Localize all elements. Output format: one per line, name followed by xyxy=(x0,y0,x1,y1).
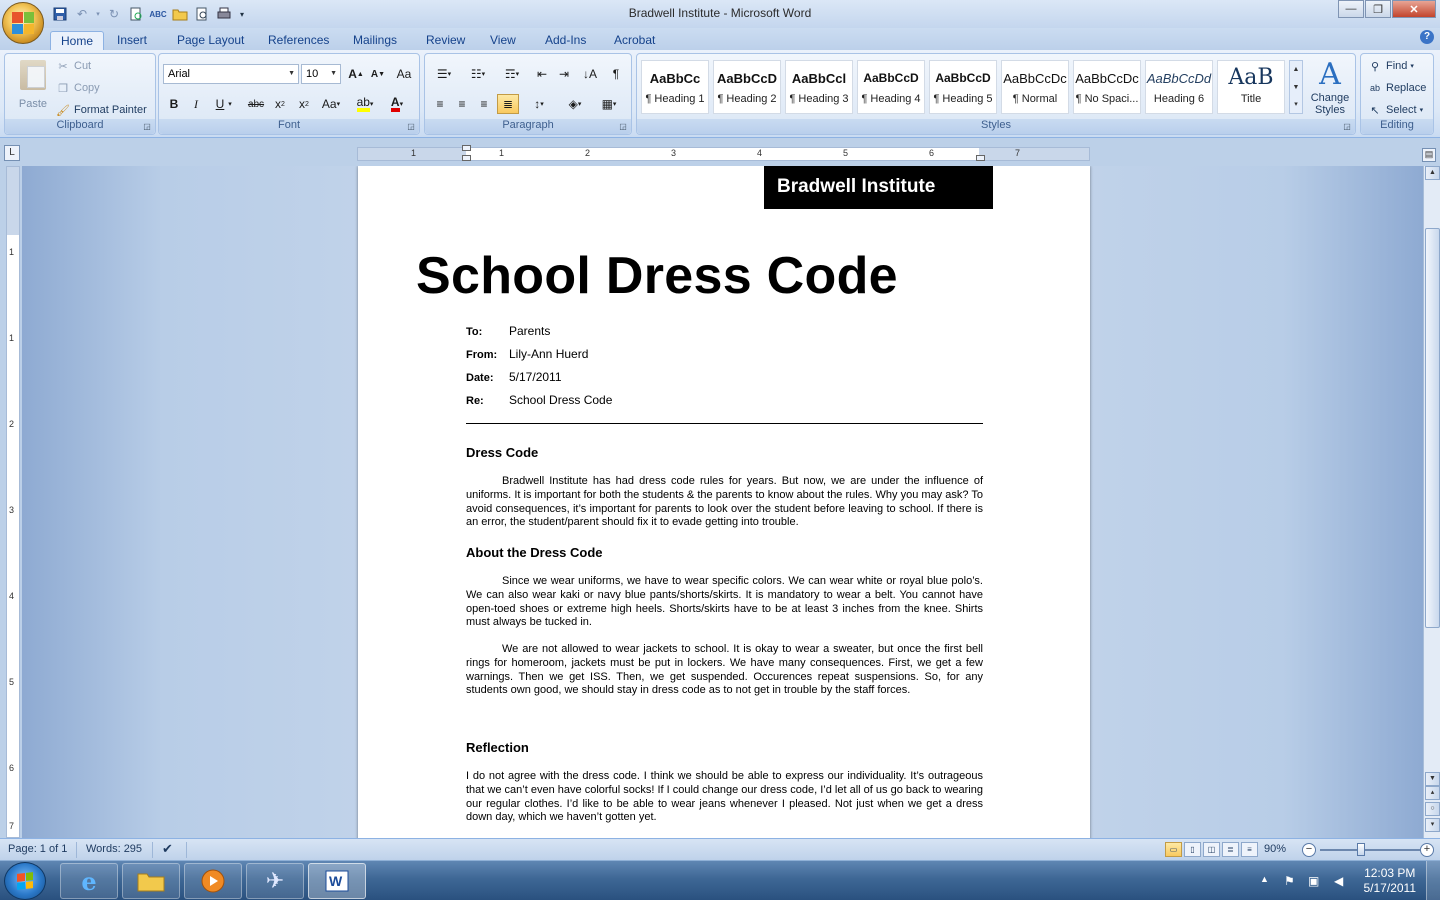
copy-label: Copy xyxy=(74,82,100,94)
tab-references[interactable]: References xyxy=(268,33,330,47)
underline-icon[interactable]: U xyxy=(215,97,225,111)
document-area xyxy=(22,166,1423,838)
zoom-in-icon[interactable]: + xyxy=(1420,843,1434,857)
numbering-icon[interactable]: ☷ ▾ xyxy=(470,67,486,81)
style-sample: AaBbCcD xyxy=(863,71,919,85)
paste-icon xyxy=(20,60,46,90)
editing-group-label: Editing xyxy=(1361,119,1433,134)
media-player-taskbar-icon[interactable] xyxy=(184,863,242,899)
style-sample: AaB xyxy=(1228,65,1274,90)
show-desktop-button[interactable] xyxy=(1426,861,1440,900)
title-bar xyxy=(0,0,1440,28)
tab-stop-selector-icon[interactable]: L xyxy=(4,145,20,161)
gallery-more-icon[interactable]: ▾ xyxy=(1294,101,1298,108)
tab-insert[interactable]: Insert xyxy=(117,33,148,47)
grow-font-icon[interactable]: A ▲ xyxy=(348,67,364,81)
style-title[interactable] xyxy=(1217,60,1285,114)
change-styles-button[interactable] xyxy=(1307,58,1353,120)
style-sample: AaBbCcl xyxy=(791,71,847,86)
ruler-number: 4 xyxy=(9,591,15,601)
draft-view-icon[interactable]: ≡ xyxy=(1241,842,1258,857)
cut-button[interactable] xyxy=(55,57,91,75)
ruler-row xyxy=(0,138,1440,166)
underline-dropdown-icon[interactable]: ▾ xyxy=(228,101,232,108)
memo-value: School Dress Code xyxy=(509,393,613,407)
zoom-slider-thumb[interactable] xyxy=(1357,843,1365,856)
redo-icon[interactable]: ↻ xyxy=(108,7,120,21)
proofing-check-icon[interactable]: ✔ xyxy=(162,841,173,856)
style-heading-6[interactable] xyxy=(1145,60,1213,114)
bold-icon[interactable]: B xyxy=(169,97,179,111)
undo-dropdown-icon[interactable]: ▾ xyxy=(96,11,100,18)
ruler-number: 4 xyxy=(757,148,763,158)
style-name: Title xyxy=(1240,93,1262,105)
find-button[interactable]: ⚲ Find ▾ xyxy=(1367,57,1414,75)
volume-icon[interactable]: ◀ xyxy=(1334,874,1344,888)
change-styles-icon: A xyxy=(1319,57,1341,92)
clipboard-launcher-icon[interactable]: ◲ xyxy=(143,122,151,131)
paragraph-launcher-icon[interactable]: ◲ xyxy=(619,122,627,131)
shrink-font-icon[interactable]: A ▼ xyxy=(370,68,386,80)
minimize-icon[interactable]: — xyxy=(1338,0,1364,18)
browse-object-icon[interactable]: ○ xyxy=(1425,802,1440,816)
ruler-number: 1 xyxy=(9,247,15,257)
memo-label: From: xyxy=(466,349,498,361)
paragraph: I do not agree with the dress code. I think we should be able to express our individuality. It’s outrageous that we can’t even have colorful socks! If I could change our dress code, I’d let all of us go back to wearing our regular clothes. I’d like to be able to wear jeans whenever I pleased. Not just when we get a dress down day, which we haven’t gotten yet. xyxy=(466,770,983,824)
clipboard-group-label: Clipboard xyxy=(5,119,155,134)
style-heading-5[interactable] xyxy=(929,60,997,114)
file-explorer-taskbar-icon[interactable] xyxy=(122,863,180,899)
system-clock[interactable] xyxy=(1364,866,1417,896)
cut-label: Cut xyxy=(74,60,92,72)
font-size-value: 10 xyxy=(306,68,319,80)
taskbar xyxy=(0,860,1440,900)
style-sample: AaBbCcD xyxy=(935,71,991,85)
ruler-number: 5 xyxy=(843,148,849,158)
styles-launcher-icon[interactable]: ◲ xyxy=(1343,122,1351,131)
vertical-scrollbar[interactable] xyxy=(1423,166,1440,838)
document-title: School Dress Code xyxy=(416,247,898,305)
undo-icon[interactable]: ↶ xyxy=(76,7,88,21)
cursor-arrow-icon: ↖ xyxy=(1370,104,1380,117)
spelling-check-icon[interactable]: ABC xyxy=(149,9,167,19)
show-hidden-icons-icon[interactable]: ▲ xyxy=(1260,874,1269,884)
status-bar xyxy=(0,838,1440,860)
paragraph: Since we wear uniforms, we have to wear specific colors. We can wear white or royal blue polo’s. We can also wear kaki or navy blue pants/shorts/skirts. It is mandatory to wear a belt. You cannot have open-toed shoes or extreme high heels. Shorts/skirts have to be at least 3 inches from the knee. Shirts must always be tucked in. xyxy=(466,575,983,629)
zoom-slider[interactable] xyxy=(1320,849,1420,851)
right-indent-marker[interactable] xyxy=(976,155,985,161)
align-center-icon[interactable]: ≡ xyxy=(458,97,466,111)
memo-from-row xyxy=(466,347,588,361)
full-screen-reading-icon[interactable]: ▯ xyxy=(1184,842,1201,857)
memo-value: Lily-Ann Huerd xyxy=(509,347,589,361)
scissors-icon: ✂ xyxy=(58,60,68,73)
ruler-number: 1 xyxy=(499,148,505,158)
styles-group-label: Styles xyxy=(637,119,1355,134)
tab-view[interactable]: View xyxy=(490,33,516,47)
memo-value: Parents xyxy=(509,324,551,338)
ruler-number: 5 xyxy=(9,677,15,687)
copy-button[interactable] xyxy=(55,79,100,97)
paste-button[interactable] xyxy=(13,58,53,116)
style-no-spacing[interactable] xyxy=(1073,60,1141,114)
document-page[interactable] xyxy=(358,166,1090,838)
strikethrough-icon[interactable]: abc xyxy=(247,98,265,110)
highlight-icon[interactable]: ab ▾ xyxy=(351,94,379,114)
scroll-thumb[interactable] xyxy=(1425,228,1440,628)
horizontal-divider xyxy=(466,423,983,424)
memo-value: 5/17/2011 xyxy=(509,370,562,384)
ruler-number: 2 xyxy=(585,148,591,158)
scroll-up-icon[interactable]: ▲ xyxy=(1425,166,1440,180)
windows-logo-icon xyxy=(17,872,33,890)
style-sample: AaBbCcDc xyxy=(1075,71,1139,86)
start-button[interactable] xyxy=(4,862,46,900)
clear-formatting-icon[interactable]: Aa xyxy=(396,67,412,81)
institute-banner: Bradwell Institute xyxy=(764,166,993,209)
right-margin-area xyxy=(979,148,1089,160)
editing-group xyxy=(1360,53,1434,135)
style-name: Heading 6 xyxy=(1153,93,1205,105)
style-name: ¶ No Spaci... xyxy=(1075,93,1139,105)
binoculars-icon: ⚲ xyxy=(1370,60,1380,73)
next-page-icon[interactable]: ▾ xyxy=(1425,818,1440,832)
top-margin-area xyxy=(7,167,19,235)
memo-label: To: xyxy=(466,326,483,338)
justify-icon[interactable]: ≣ xyxy=(497,94,519,114)
style-heading-4[interactable] xyxy=(857,60,925,114)
replace-label: Replace xyxy=(1386,82,1427,94)
replace-button[interactable] xyxy=(1367,79,1426,97)
internet-explorer-taskbar-icon[interactable]: e xyxy=(60,863,118,899)
help-icon[interactable]: ? xyxy=(1420,30,1434,44)
section-heading: Dress Code xyxy=(466,445,539,460)
tab-mailings[interactable]: Mailings xyxy=(353,33,398,47)
ruler-number: 7 xyxy=(9,821,15,831)
align-right-icon[interactable]: ≡ xyxy=(480,97,488,111)
clock-date: 5/17/2011 xyxy=(1363,881,1416,895)
select-button[interactable]: ↖ Select ▾ xyxy=(1367,101,1423,119)
format-painter-button[interactable] xyxy=(55,101,147,119)
status-separator xyxy=(76,842,77,858)
borders-icon[interactable]: ▦ ▾ xyxy=(601,97,617,111)
tab-home[interactable]: Home xyxy=(50,31,104,50)
subscript-icon[interactable]: x 2 xyxy=(275,97,285,111)
style-heading-3[interactable] xyxy=(785,60,853,114)
style-heading-2[interactable] xyxy=(713,60,781,114)
styles-group xyxy=(636,53,1356,135)
chevron-down-icon: ▼ xyxy=(288,70,295,77)
tab-review[interactable]: Review xyxy=(426,33,466,47)
ruler-number: 1 xyxy=(9,333,15,343)
clipboard-group xyxy=(4,53,156,135)
memo-label: Re: xyxy=(466,395,484,407)
select-label: Select xyxy=(1386,104,1417,116)
ruler-number: 6 xyxy=(929,148,935,158)
tab-page-layout[interactable]: Page Layout xyxy=(177,33,245,47)
superscript-icon[interactable]: x 2 xyxy=(299,97,309,111)
view-ruler-icon[interactable]: ▤ xyxy=(1422,148,1436,162)
action-center-flag-icon[interactable]: ⚑ xyxy=(1284,874,1295,888)
gallery-up-icon[interactable]: ▲ xyxy=(1292,66,1300,73)
ruler-number: 2 xyxy=(9,419,15,429)
style-name: ¶ Heading 5 xyxy=(933,93,993,105)
status-separator xyxy=(186,842,187,858)
left-indent-marker[interactable] xyxy=(462,155,471,161)
word-taskbar-icon[interactable] xyxy=(308,863,366,899)
format-painter-label: Format Painter xyxy=(74,104,147,116)
style-name: ¶ Normal xyxy=(1012,93,1058,105)
sort-icon[interactable]: ↓A xyxy=(582,67,597,81)
scroll-down-icon[interactable]: ▼ xyxy=(1425,772,1440,786)
style-normal[interactable] xyxy=(1001,60,1069,114)
style-name: ¶ Heading 4 xyxy=(861,93,921,105)
clock-time: 12:03 PM xyxy=(1364,866,1416,880)
italic-icon[interactable]: I xyxy=(194,96,198,111)
copy-icon: ❐ xyxy=(58,82,68,95)
memo-date-row xyxy=(466,370,562,384)
increase-indent-icon[interactable]: ⇥ xyxy=(558,67,570,81)
paragraph: Bradwell Institute has had dress code rules for years. But now, we are under the influence of uniforms. It is important for both the students & the parents to know about the rules. Why you may ask? To avoid consequences, it’s important for parents to look over the student before leaving to school. If there is an error, the student/parent should fix it to evade getting into trouble. xyxy=(466,475,983,529)
style-sample: AaBbCcDd xyxy=(1146,71,1212,86)
ruler-number: 1 xyxy=(411,148,417,158)
style-name: ¶ Heading 3 xyxy=(789,93,849,105)
window-controls xyxy=(1337,0,1436,18)
ruler-number: 7 xyxy=(1015,148,1021,158)
svg-text:W: W xyxy=(329,873,343,889)
network-icon[interactable]: ▣ xyxy=(1308,874,1320,888)
page-count[interactable]: Page: 1 of 1 xyxy=(8,843,68,855)
bullets-icon[interactable]: ☰ ▾ xyxy=(436,67,452,81)
memo-label: Date: xyxy=(466,372,494,384)
align-left-icon[interactable]: ≡ xyxy=(436,97,444,111)
style-sample: AaBbCcD xyxy=(717,71,777,86)
show-formatting-marks-icon[interactable]: ¶ xyxy=(612,67,620,81)
find-label: Find xyxy=(1386,60,1408,72)
paragraph-group-label: Paragraph xyxy=(425,119,631,134)
print-layout-view-icon[interactable]: ▭ xyxy=(1165,842,1182,857)
multilevel-list-icon[interactable]: ☶ ▾ xyxy=(504,67,520,81)
customize-toolbar-icon[interactable]: ▾ xyxy=(239,9,244,19)
replace-icon: ab xyxy=(1369,83,1380,93)
ruler-number: 6 xyxy=(9,763,15,773)
paintbrush-icon: 🖌 xyxy=(56,104,70,117)
font-group xyxy=(158,53,420,135)
first-line-indent-marker[interactable] xyxy=(462,145,471,151)
app-taskbar-icon[interactable]: ✈ xyxy=(246,863,304,899)
paragraph: We are not allowed to wear jackets to school. It is okay to wear a sweater, but once the first bell rings for homeroom, jackets must be put in lockers. We have many consequences. First, we get a few warnings. Then we get ISS. Then, we get suspended. Occurences repeat suspensions. So, for any students own good, we should stay in dress code as to not get in trouble by the staff forces. xyxy=(466,643,983,697)
memo-re-row xyxy=(466,393,612,407)
gallery-down-icon[interactable]: ▼ xyxy=(1292,84,1300,91)
change-case-icon[interactable]: Aa ▾ xyxy=(321,97,341,111)
web-layout-icon[interactable]: ◫ xyxy=(1203,842,1220,857)
close-icon[interactable]: ✕ xyxy=(1392,0,1436,18)
previous-page-icon[interactable]: ▴ xyxy=(1425,786,1440,800)
font-color-icon[interactable]: A ▾ xyxy=(383,94,411,114)
font-group-label: Font xyxy=(159,119,419,134)
horizontal-ruler[interactable] xyxy=(357,147,1090,161)
ribbon-tabs xyxy=(0,28,1440,50)
office-logo-icon xyxy=(12,12,34,34)
style-name: ¶ Heading 1 xyxy=(645,93,705,105)
section-heading: About the Dress Code xyxy=(466,545,603,560)
restore-icon[interactable]: ❐ xyxy=(1365,0,1391,18)
style-name: ¶ Heading 2 xyxy=(717,93,777,105)
decrease-indent-icon[interactable]: ⇤ xyxy=(536,67,548,81)
section-heading: Reflection xyxy=(466,740,529,755)
style-sample: AaBbCc xyxy=(649,71,701,86)
change-styles-label: Change Styles xyxy=(1310,92,1350,116)
paragraph-group xyxy=(424,53,632,135)
chevron-down-icon: ▼ xyxy=(330,70,337,77)
word-count[interactable]: Words: 295 xyxy=(86,843,143,855)
outline-view-icon[interactable]: ≣ xyxy=(1222,842,1239,857)
style-heading-1[interactable] xyxy=(641,60,709,114)
memo-to-row xyxy=(466,324,550,338)
style-sample: AaBbCcDc xyxy=(1003,71,1067,86)
status-separator xyxy=(152,842,153,858)
zoom-level[interactable]: 90% xyxy=(1264,843,1287,855)
font-name-value: Arial xyxy=(168,68,191,80)
ruler-number: 3 xyxy=(671,148,677,158)
line-spacing-icon[interactable]: ↕ ▾ xyxy=(534,97,544,111)
tab-add-ins[interactable]: Add-Ins xyxy=(545,33,587,47)
paste-label: Paste xyxy=(18,98,48,110)
office-button[interactable] xyxy=(2,2,44,44)
ruler-number: 3 xyxy=(9,505,15,515)
styles-gallery-scroll[interactable] xyxy=(1289,60,1303,114)
ribbon xyxy=(0,50,1440,138)
font-size-combo[interactable] xyxy=(301,64,341,84)
shading-icon[interactable]: ◈ ▾ xyxy=(568,97,582,111)
zoom-out-icon[interactable]: − xyxy=(1302,843,1316,857)
vertical-ruler[interactable] xyxy=(6,166,20,838)
window-title: Bradwell Institute - Microsoft Word xyxy=(628,6,812,20)
tab-acrobat[interactable]: Acrobat xyxy=(614,33,656,47)
font-launcher-icon[interactable]: ◲ xyxy=(407,122,415,131)
font-name-combo[interactable] xyxy=(163,64,299,84)
